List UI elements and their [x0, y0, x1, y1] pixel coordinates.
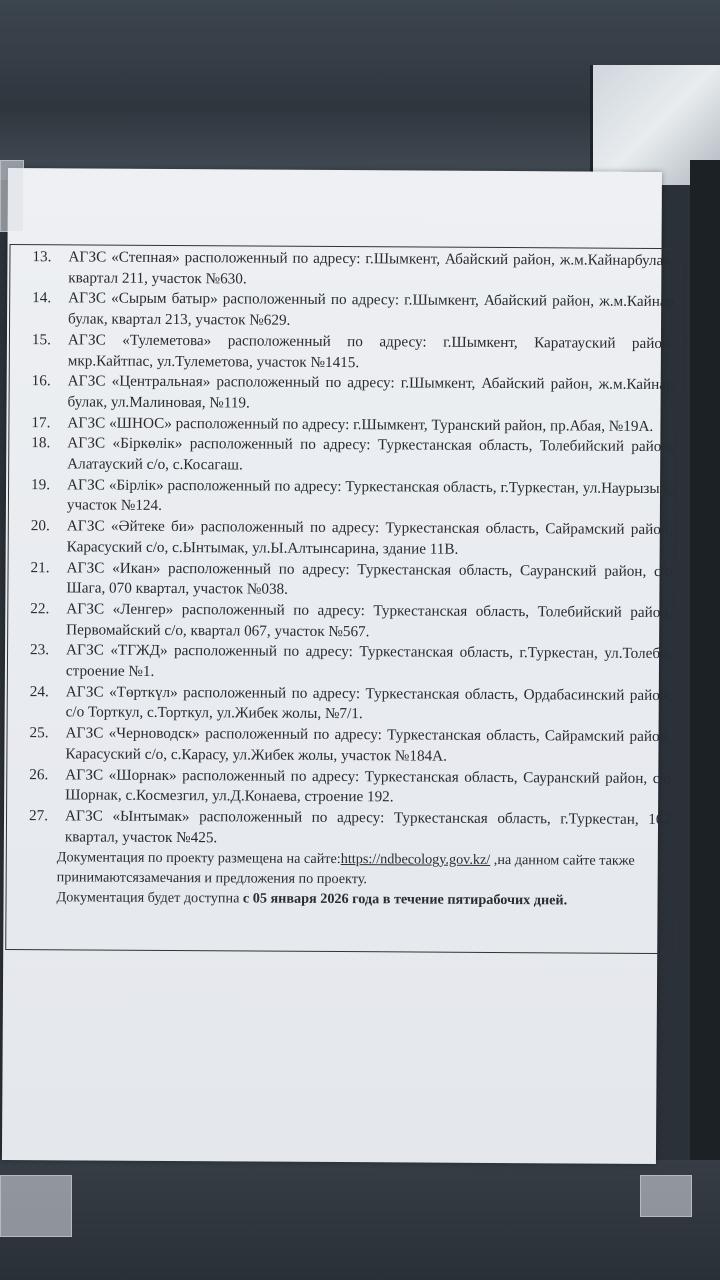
background-bottom — [0, 1160, 720, 1280]
entry-station-name: АГЗС «Сырым батыр» — [68, 289, 218, 308]
entry-station-name: АГЗС «Біркөлік» — [67, 434, 183, 453]
list-item — [18, 558, 672, 603]
entry-number: 19. — [31, 475, 51, 493]
entry-number: 18. — [31, 434, 51, 452]
entry-address: расположенный по адресу: Туркестанская область, Сауранский район, с/о Шорнак, с.Космезгил, ул.Д.Конаева, строение 192. — [65, 766, 672, 806]
entry-number: 17. — [31, 413, 51, 431]
list-item — [17, 765, 671, 810]
entry-address: расположенный по адресу: г.Шымкент, Абайский район, ж.м.Кайнарбулак, квартал 211, участок №630. — [68, 249, 675, 288]
entry-station-name: АГЗС «ШНОС» — [67, 413, 172, 432]
list-item — [19, 475, 673, 520]
entry-station-name: АГЗС «Шорнак» — [65, 765, 177, 784]
entry-address: расположенный по адресу: Туркестанская область, г.Туркестан, ул.Толеби, строение №1. — [65, 642, 673, 680]
footer-line1-suffix: ,на данном сайте также принимаютсязамечания и предложения по проекту. — [56, 852, 635, 888]
entry-address: расположенный по адресу: г.Шымкент, Абайский район, ж.м.Кайнар булак, ул.Малиновая, №119. — [67, 373, 674, 412]
entry-number: 24. — [29, 682, 49, 701]
entry-number: 23. — [30, 641, 50, 659]
entry-station-name: АГЗС «Центральная» — [67, 372, 211, 391]
list-item — [18, 682, 672, 727]
entries-list — [17, 247, 675, 851]
entry-number: 25. — [29, 724, 49, 742]
entry-address: расположенный по адресу: Туркестанская область, Толебийский район, Алатауский с/о, с.Косагаш. — [67, 435, 674, 474]
tape-top-left — [0, 160, 24, 232]
entry-address: расположенный по адресу: Туркестанская область, Сауранский район, с/о Шага, 070 квартал, участок №038. — [66, 559, 673, 598]
list-item — [17, 806, 671, 851]
availability-date: с 05 января 2026 года в течение пятирабочих дней. — [242, 890, 568, 909]
list-item — [20, 247, 674, 292]
entry-station-name: АГЗС «Бірлік» — [67, 476, 164, 494]
entry-number: 13. — [32, 248, 52, 266]
entry-number: 27. — [28, 807, 49, 825]
notice-box — [5, 244, 681, 954]
background-frame — [690, 160, 720, 1280]
footer-line2-prefix: Документация будет доступна — [56, 889, 243, 907]
documentation-link[interactable]: https://ndbecology.gov.kz/ — [340, 851, 491, 869]
list-item — [18, 640, 672, 685]
entry-number: 20. — [30, 517, 50, 535]
list-item — [18, 599, 672, 644]
list-item — [17, 723, 671, 768]
list-item — [19, 516, 673, 561]
entry-station-name: АГЗС «Черноводск» — [65, 724, 200, 743]
footer-documentation — [17, 848, 671, 891]
entry-address: расположенный по адресу: Туркестанская область, Сайрамский район, Карасуский с/о, с.Ынтымак, ул.Ы.Алтынсарина, здание 11В. — [66, 518, 673, 558]
entry-number: 21. — [30, 558, 50, 576]
entry-address: расположенный по адресу: г.Шымкент, Каратауский район, мкр.Кайтпас, ул.Тулеметова, участок №1415. — [67, 332, 674, 371]
entry-address: расположенный по адресу: Туркестанская область, Ордабасинский район, с/о Торткул, с.Торткул, ул.Жибек жолы, №7/1. — [65, 683, 672, 723]
entry-station-name: АГЗС «Төрткүл» — [65, 683, 178, 701]
entry-number: 16. — [31, 372, 51, 390]
entry-station-name: АГЗС «Ленгер» — [66, 600, 174, 618]
footer-line1-prefix: Документация по проекту размещена на сайте: — [56, 849, 341, 868]
entry-station-name: АГЗС «Әйтеке би» — [66, 517, 195, 536]
entry-address: расположенный по адресу: Туркестанская область, г.Туркестан, ул.Наурызым, участок №124. — [66, 476, 674, 515]
entry-address: расположенный по адресу: Туркестанская область, г.Туркестан, 162 квартал, участок №425. — [64, 808, 672, 846]
entry-address: расположенный по адресу: Туркестанская область, Сайрамский район, Карасуский с/о, с.Карасу, ул.Жибек жолы, участок №184А. — [65, 725, 672, 765]
entry-station-name: АГЗС «Степная» — [68, 248, 180, 267]
tape-bottom-left — [0, 1175, 72, 1237]
entry-number: 15. — [31, 330, 51, 349]
notice-paper — [2, 168, 675, 1164]
entry-station-name: АГЗС «Ынтымак» — [64, 807, 190, 826]
entry-address: расположенный по адресу: Туркестанская область, Толебийский район, Первомайский с/о, квартал 067, участок №567. — [66, 600, 673, 640]
entry-station-name: АГЗС «Икан» — [66, 558, 161, 577]
entry-number: 26. — [29, 765, 49, 783]
entry-number: 14. — [32, 289, 52, 307]
entry-number: 22. — [30, 600, 50, 618]
footer-availability — [16, 888, 670, 911]
list-item — [20, 371, 674, 416]
tape-bottom-right — [640, 1175, 692, 1217]
list-item — [19, 433, 673, 478]
list-item — [20, 330, 674, 375]
entry-station-name: АГЗС «ТГЖД» — [66, 641, 168, 660]
list-item — [20, 288, 674, 333]
entry-address: расположенный по адресу: г.Шымкент, Абайский район, ж.м.Кайнар булак, квартал 213, участок №629. — [68, 290, 675, 329]
entry-station-name: АГЗС «Тулеметова» — [67, 331, 212, 350]
entry-address: расположенный по адресу: г.Шымкент, Туранский район, пр.Абая, №19А. — [171, 414, 654, 435]
